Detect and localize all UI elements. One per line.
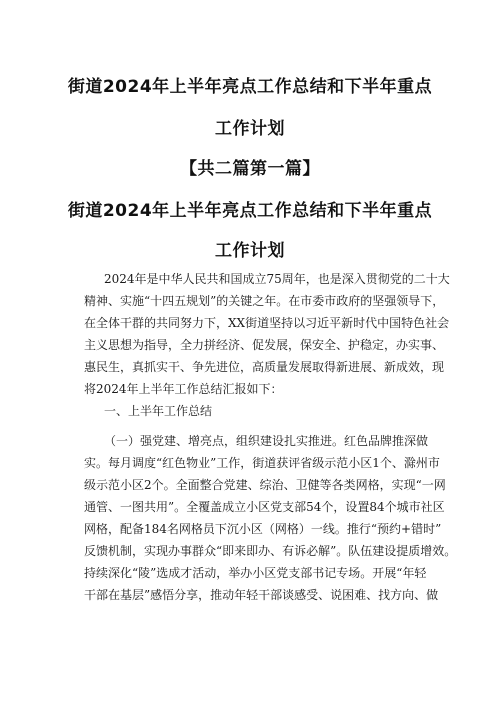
section-line: 反馈机制，实现办事群众“即来即办、有诉必解”。队伍建设提质增效。 [84,544,457,558]
document-title-line-2: 工作计划 [215,119,285,139]
section-heading: 一、上半年工作总结 [104,404,213,418]
section-line: 通管、一图共用”。全覆盖成立小区党支部54个，设置84个城市社区 [84,500,445,514]
section-line: （一）强党建、增亮点，组织建设扎实推进。红色品牌推深做 [104,434,429,448]
intro-line: 主义思想为指导，全力拼经济、促发展，保安全、护稳定，办实事、 [84,338,445,352]
part-label: 【共二篇第一篇】 [180,159,320,179]
section-line: 持续深化“陵”选成才活动，举办小区党支部书记专场。开展“年轻 [84,566,427,580]
section-line: 干部在基层”感悟分享，推动年轻干部谈感受、说困难、找方向、做 [84,588,439,602]
article-title-line-1: 街道2024年上半年亮点工作总结和下半年重点 [67,201,433,221]
section-line: 网格，配备184名网格员下沉小区（网格）一线。推行“预约+错时” [84,522,442,536]
section-heading-block [84,400,420,422]
intro-line: 将2024年上半年工作总结汇报如下： [84,382,283,396]
article-title-line-2: 工作计划 [215,241,285,261]
intro-line: 2024年是中华人民共和国成立75周年，也是深入贯彻党的二十大 [104,272,450,286]
section-paragraph [84,430,457,606]
intro-line: 在全体干群的共同努力下，XX街道坚持以习近平新时代中国特色社会 [84,316,450,330]
document-title-line-1: 街道2024年上半年亮点工作总结和下半年重点 [67,77,433,97]
intro-paragraph [84,268,450,400]
section-line: 级示范小区2个。全面整合党建、综治、卫健等各类网格，实现“一网 [84,478,446,492]
section-line: 实。每月调度“红色物业”工作，街道获评省级示范小区1个、滁州市 [84,456,440,470]
intro-line: 惠民生，真抓实干、争先进位，高质量发展取得新进展、新成效，现 [84,360,445,374]
intro-line: 精神、实施“十四五规划”的关键之年。在市委市政府的坚强领导下， [84,294,445,308]
